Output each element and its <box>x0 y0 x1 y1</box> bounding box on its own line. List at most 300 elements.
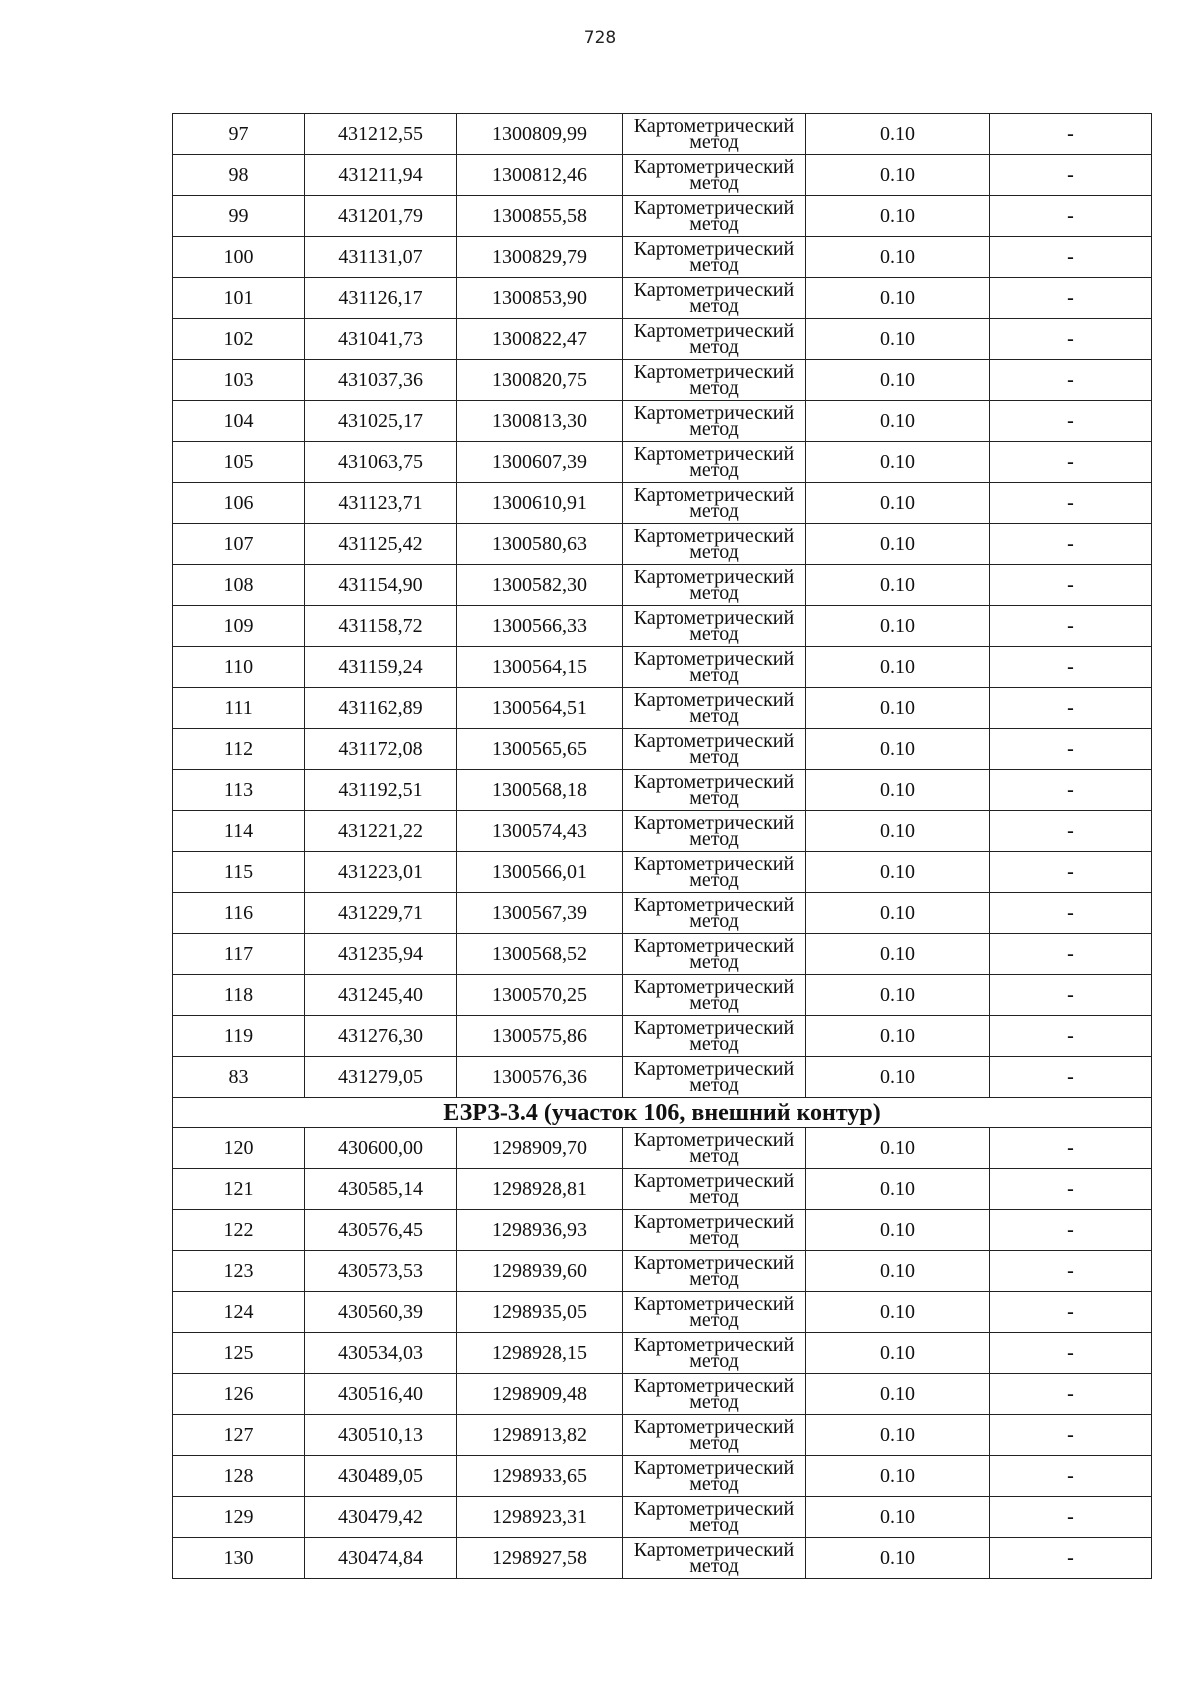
method-line-2: метод <box>689 1145 739 1167</box>
coord-y: 1300812,46 <box>457 155 623 196</box>
table-row <box>173 934 1152 975</box>
method-cell <box>623 196 806 237</box>
point-number: 106 <box>173 483 305 524</box>
method-cell <box>623 483 806 524</box>
coord-x: 431212,55 <box>305 114 457 155</box>
method-line-2: метод <box>689 459 739 481</box>
accuracy-cell: 0.10 <box>806 442 990 483</box>
table-row <box>173 770 1152 811</box>
coord-x: 430516,40 <box>305 1374 457 1415</box>
method-line-1: Картометрический <box>633 689 795 711</box>
method-line-1: Картометрический <box>633 402 795 424</box>
point-number: 100 <box>173 237 305 278</box>
method-cell <box>623 1374 806 1415</box>
method-line-1: Картометрический <box>633 361 795 383</box>
method-cell <box>623 1128 806 1169</box>
method-line-1: Картометрический <box>633 1457 795 1479</box>
coord-x: 431125,42 <box>305 524 457 565</box>
point-number: 112 <box>173 729 305 770</box>
method-cell <box>623 729 806 770</box>
dash-cell: - <box>990 483 1152 524</box>
accuracy-cell: 0.10 <box>806 1016 990 1057</box>
dash-cell: - <box>990 155 1152 196</box>
table-row <box>173 1415 1152 1456</box>
coord-x: 430585,14 <box>305 1169 457 1210</box>
section-title: ЕЗРЗ-3.4 (участок 106, внешний контур) <box>173 1098 1152 1128</box>
method-line-2: метод <box>689 1033 739 1055</box>
accuracy-cell: 0.10 <box>806 319 990 360</box>
dash-cell: - <box>990 524 1152 565</box>
method-line-1: Картометрический <box>633 1129 795 1151</box>
coord-y: 1300566,33 <box>457 606 623 647</box>
coord-y: 1300566,01 <box>457 852 623 893</box>
method-line-1: Картометрический <box>633 525 795 547</box>
accuracy-cell: 0.10 <box>806 934 990 975</box>
table-row <box>173 729 1152 770</box>
point-number: 99 <box>173 196 305 237</box>
method-cell <box>623 319 806 360</box>
coord-y: 1298913,82 <box>457 1415 623 1456</box>
dash-cell: - <box>990 1292 1152 1333</box>
page-number: 728 <box>583 28 617 48</box>
accuracy-cell: 0.10 <box>806 1057 990 1098</box>
dash-cell: - <box>990 934 1152 975</box>
coord-x: 431123,71 <box>305 483 457 524</box>
method-cell <box>623 975 806 1016</box>
coord-x: 431131,07 <box>305 237 457 278</box>
dash-cell: - <box>990 1497 1152 1538</box>
table-row <box>173 1333 1152 1374</box>
coord-x: 431025,17 <box>305 401 457 442</box>
point-number: 117 <box>173 934 305 975</box>
coord-y: 1300820,75 <box>457 360 623 401</box>
dash-cell: - <box>990 1374 1152 1415</box>
point-number: 126 <box>173 1374 305 1415</box>
method-line-2: метод <box>689 828 739 850</box>
method-cell <box>623 155 806 196</box>
method-line-2: метод <box>689 131 739 153</box>
accuracy-cell: 0.10 <box>806 1497 990 1538</box>
accuracy-cell: 0.10 <box>806 975 990 1016</box>
method-line-1: Картометрический <box>633 1498 795 1520</box>
accuracy-cell: 0.10 <box>806 278 990 319</box>
point-number: 102 <box>173 319 305 360</box>
method-line-1: Картометрический <box>633 1252 795 1274</box>
method-cell <box>623 1292 806 1333</box>
accuracy-cell: 0.10 <box>806 155 990 196</box>
method-line-2: метод <box>689 1350 739 1372</box>
coord-y: 1298939,60 <box>457 1251 623 1292</box>
coord-x: 431192,51 <box>305 770 457 811</box>
method-line-1: Картометрический <box>633 730 795 752</box>
table-row <box>173 975 1152 1016</box>
coord-x: 431172,08 <box>305 729 457 770</box>
coord-y: 1298927,58 <box>457 1538 623 1579</box>
method-line-1: Картометрический <box>633 320 795 342</box>
method-cell <box>623 442 806 483</box>
section-header-body <box>173 1098 1152 1128</box>
method-cell <box>623 1538 806 1579</box>
coord-y: 1300564,15 <box>457 647 623 688</box>
method-line-2: метод <box>689 500 739 522</box>
table-row <box>173 278 1152 319</box>
method-cell <box>623 360 806 401</box>
coord-x: 431041,73 <box>305 319 457 360</box>
dash-cell: - <box>990 319 1152 360</box>
method-line-2: метод <box>689 1186 739 1208</box>
coord-x: 431159,24 <box>305 647 457 688</box>
method-cell <box>623 237 806 278</box>
dash-cell: - <box>990 688 1152 729</box>
table-row <box>173 1016 1152 1057</box>
table-row <box>173 1210 1152 1251</box>
method-line-2: метод <box>689 213 739 235</box>
point-number: 110 <box>173 647 305 688</box>
coord-y: 1300575,86 <box>457 1016 623 1057</box>
accuracy-cell: 0.10 <box>806 114 990 155</box>
method-line-2: метод <box>689 1227 739 1249</box>
table-row <box>173 114 1152 155</box>
table-row <box>173 1292 1152 1333</box>
method-line-2: метод <box>689 1309 739 1331</box>
method-line-1: Картометрический <box>633 976 795 998</box>
point-number: 113 <box>173 770 305 811</box>
accuracy-cell: 0.10 <box>806 1333 990 1374</box>
point-number: 101 <box>173 278 305 319</box>
method-line-1: Картометрический <box>633 935 795 957</box>
table-row <box>173 155 1152 196</box>
coord-y: 1300607,39 <box>457 442 623 483</box>
method-line-2: метод <box>689 1074 739 1096</box>
table-row <box>173 237 1152 278</box>
coord-y: 1300853,90 <box>457 278 623 319</box>
point-number: 111 <box>173 688 305 729</box>
method-line-1: Картометрический <box>633 566 795 588</box>
method-line-2: метод <box>689 1268 739 1290</box>
method-line-2: метод <box>689 418 739 440</box>
method-line-2: метод <box>689 1432 739 1454</box>
coord-y: 1298936,93 <box>457 1210 623 1251</box>
method-cell <box>623 278 806 319</box>
dash-cell: - <box>990 1128 1152 1169</box>
point-number: 109 <box>173 606 305 647</box>
point-number: 103 <box>173 360 305 401</box>
accuracy-cell: 0.10 <box>806 1251 990 1292</box>
method-line-1: Картометрический <box>633 1334 795 1356</box>
point-number: 130 <box>173 1538 305 1579</box>
method-line-2: метод <box>689 295 739 317</box>
method-cell <box>623 1016 806 1057</box>
method-cell <box>623 1169 806 1210</box>
accuracy-cell: 0.10 <box>806 1210 990 1251</box>
coord-x: 430489,05 <box>305 1456 457 1497</box>
accuracy-cell: 0.10 <box>806 1128 990 1169</box>
coord-y: 1300576,36 <box>457 1057 623 1098</box>
method-line-1: Картометрический <box>633 812 795 834</box>
method-line-1: Картометрический <box>633 648 795 670</box>
point-number: 124 <box>173 1292 305 1333</box>
coord-y: 1298909,70 <box>457 1128 623 1169</box>
coord-x: 431235,94 <box>305 934 457 975</box>
point-number: 83 <box>173 1057 305 1098</box>
coord-x: 431223,01 <box>305 852 457 893</box>
point-number: 122 <box>173 1210 305 1251</box>
method-line-2: метод <box>689 951 739 973</box>
method-line-2: метод <box>689 254 739 276</box>
table-row <box>173 442 1152 483</box>
dash-cell: - <box>990 1057 1152 1098</box>
coord-x: 431126,17 <box>305 278 457 319</box>
accuracy-cell: 0.10 <box>806 811 990 852</box>
dash-cell: - <box>990 1210 1152 1251</box>
coord-y: 1300570,25 <box>457 975 623 1016</box>
dash-cell: - <box>990 565 1152 606</box>
dash-cell: - <box>990 1456 1152 1497</box>
coord-x: 430534,03 <box>305 1333 457 1374</box>
method-cell <box>623 1333 806 1374</box>
dash-cell: - <box>990 729 1152 770</box>
table-row <box>173 852 1152 893</box>
table-row <box>173 1374 1152 1415</box>
point-number: 118 <box>173 975 305 1016</box>
coord-x: 431201,79 <box>305 196 457 237</box>
coord-x: 431154,90 <box>305 565 457 606</box>
dash-cell: - <box>990 360 1152 401</box>
coordinates-table <box>172 113 1152 1579</box>
method-line-2: метод <box>689 336 739 358</box>
method-line-2: метод <box>689 746 739 768</box>
coord-x: 431158,72 <box>305 606 457 647</box>
method-line-1: Картометрический <box>633 484 795 506</box>
dash-cell: - <box>990 647 1152 688</box>
coord-y: 1300564,51 <box>457 688 623 729</box>
method-line-2: метод <box>689 1473 739 1495</box>
point-number: 116 <box>173 893 305 934</box>
method-line-1: Картометрический <box>633 1170 795 1192</box>
dash-cell: - <box>990 1415 1152 1456</box>
dash-cell: - <box>990 1333 1152 1374</box>
dash-cell: - <box>990 770 1152 811</box>
method-cell <box>623 811 806 852</box>
method-cell <box>623 852 806 893</box>
accuracy-cell: 0.10 <box>806 1169 990 1210</box>
accuracy-cell: 0.10 <box>806 893 990 934</box>
table-row <box>173 647 1152 688</box>
method-line-2: метод <box>689 623 739 645</box>
dash-cell: - <box>990 1016 1152 1057</box>
dash-cell: - <box>990 401 1152 442</box>
point-number: 125 <box>173 1333 305 1374</box>
coord-y: 1300855,58 <box>457 196 623 237</box>
dash-cell: - <box>990 114 1152 155</box>
table-row <box>173 1057 1152 1098</box>
coord-y: 1300582,30 <box>457 565 623 606</box>
method-line-1: Картометрический <box>633 443 795 465</box>
accuracy-cell: 0.10 <box>806 565 990 606</box>
table-row <box>173 483 1152 524</box>
method-line-1: Картометрический <box>633 1416 795 1438</box>
method-line-1: Картометрический <box>633 1539 795 1561</box>
coord-x: 430576,45 <box>305 1210 457 1251</box>
method-cell <box>623 524 806 565</box>
method-line-1: Картометрический <box>633 771 795 793</box>
method-line-1: Картометрический <box>633 115 795 137</box>
accuracy-cell: 0.10 <box>806 1292 990 1333</box>
accuracy-cell: 0.10 <box>806 196 990 237</box>
dash-cell: - <box>990 606 1152 647</box>
coord-y: 1300565,65 <box>457 729 623 770</box>
coord-x: 431063,75 <box>305 442 457 483</box>
method-cell <box>623 606 806 647</box>
accuracy-cell: 0.10 <box>806 524 990 565</box>
method-cell <box>623 401 806 442</box>
accuracy-cell: 0.10 <box>806 647 990 688</box>
method-line-2: метод <box>689 1555 739 1577</box>
point-number: 97 <box>173 114 305 155</box>
coord-y: 1300829,79 <box>457 237 623 278</box>
coord-y: 1300580,63 <box>457 524 623 565</box>
table-row <box>173 688 1152 729</box>
coord-x: 431221,22 <box>305 811 457 852</box>
coord-x: 430573,53 <box>305 1251 457 1292</box>
point-number: 105 <box>173 442 305 483</box>
method-line-1: Картометрический <box>633 607 795 629</box>
point-number: 119 <box>173 1016 305 1057</box>
method-cell <box>623 1415 806 1456</box>
method-line-2: метод <box>689 869 739 891</box>
method-line-2: метод <box>689 705 739 727</box>
dash-cell: - <box>990 811 1152 852</box>
method-cell <box>623 114 806 155</box>
coord-y: 1298923,31 <box>457 1497 623 1538</box>
table-body-before <box>173 114 1152 1098</box>
coord-y: 1300567,39 <box>457 893 623 934</box>
table-row <box>173 565 1152 606</box>
coord-x: 431162,89 <box>305 688 457 729</box>
accuracy-cell: 0.10 <box>806 1456 990 1497</box>
dash-cell: - <box>990 852 1152 893</box>
coord-x: 431276,30 <box>305 1016 457 1057</box>
coord-y: 1300822,47 <box>457 319 623 360</box>
method-line-2: метод <box>689 1391 739 1413</box>
method-cell <box>623 770 806 811</box>
point-number: 129 <box>173 1497 305 1538</box>
table-row <box>173 360 1152 401</box>
method-line-2: метод <box>689 1514 739 1536</box>
point-number: 114 <box>173 811 305 852</box>
coord-y: 1298933,65 <box>457 1456 623 1497</box>
coord-y: 1298909,48 <box>457 1374 623 1415</box>
accuracy-cell: 0.10 <box>806 729 990 770</box>
accuracy-cell: 0.10 <box>806 483 990 524</box>
dash-cell: - <box>990 196 1152 237</box>
table-row <box>173 811 1152 852</box>
method-cell <box>623 647 806 688</box>
method-cell <box>623 1057 806 1098</box>
point-number: 107 <box>173 524 305 565</box>
point-number: 98 <box>173 155 305 196</box>
coord-x: 430474,84 <box>305 1538 457 1579</box>
accuracy-cell: 0.10 <box>806 688 990 729</box>
table-body-after <box>173 1128 1152 1579</box>
dash-cell: - <box>990 237 1152 278</box>
accuracy-cell: 0.10 <box>806 1374 990 1415</box>
table-row <box>173 401 1152 442</box>
accuracy-cell: 0.10 <box>806 360 990 401</box>
table-row <box>173 1456 1152 1497</box>
coord-x: 431279,05 <box>305 1057 457 1098</box>
method-line-2: метод <box>689 377 739 399</box>
point-number: 123 <box>173 1251 305 1292</box>
method-line-2: метод <box>689 541 739 563</box>
table-row <box>173 1538 1152 1579</box>
point-number: 120 <box>173 1128 305 1169</box>
point-number: 115 <box>173 852 305 893</box>
method-line-1: Картометрический <box>633 1058 795 1080</box>
method-line-2: метод <box>689 172 739 194</box>
point-number: 104 <box>173 401 305 442</box>
method-line-1: Картометрический <box>633 1375 795 1397</box>
accuracy-cell: 0.10 <box>806 770 990 811</box>
table-row <box>173 319 1152 360</box>
method-cell <box>623 934 806 975</box>
dash-cell: - <box>990 1251 1152 1292</box>
method-cell <box>623 1497 806 1538</box>
point-number: 128 <box>173 1456 305 1497</box>
method-line-2: метод <box>689 992 739 1014</box>
method-line-1: Картометрический <box>633 853 795 875</box>
accuracy-cell: 0.10 <box>806 606 990 647</box>
method-line-1: Картометрический <box>633 197 795 219</box>
table-row <box>173 1169 1152 1210</box>
coord-y: 1300610,91 <box>457 483 623 524</box>
method-cell <box>623 688 806 729</box>
coord-x: 431211,94 <box>305 155 457 196</box>
method-line-2: метод <box>689 582 739 604</box>
dash-cell: - <box>990 1538 1152 1579</box>
coord-x: 430479,42 <box>305 1497 457 1538</box>
coord-x: 431037,36 <box>305 360 457 401</box>
method-line-1: Картометрический <box>633 894 795 916</box>
point-number: 108 <box>173 565 305 606</box>
coord-y: 1298928,15 <box>457 1333 623 1374</box>
point-number: 121 <box>173 1169 305 1210</box>
accuracy-cell: 0.10 <box>806 237 990 278</box>
method-line-1: Картометрический <box>633 1017 795 1039</box>
accuracy-cell: 0.10 <box>806 401 990 442</box>
coord-y: 1300813,30 <box>457 401 623 442</box>
method-line-2: метод <box>689 910 739 932</box>
dash-cell: - <box>990 975 1152 1016</box>
method-line-1: Картометрический <box>633 1293 795 1315</box>
coord-x: 431229,71 <box>305 893 457 934</box>
point-number: 127 <box>173 1415 305 1456</box>
coord-x: 430560,39 <box>305 1292 457 1333</box>
table-row <box>173 1497 1152 1538</box>
coord-x: 430510,13 <box>305 1415 457 1456</box>
dash-cell: - <box>990 442 1152 483</box>
accuracy-cell: 0.10 <box>806 1538 990 1579</box>
table-row <box>173 893 1152 934</box>
method-cell <box>623 1251 806 1292</box>
method-line-1: Картометрический <box>633 156 795 178</box>
table-row <box>173 1128 1152 1169</box>
coord-y: 1300568,18 <box>457 770 623 811</box>
table-row <box>173 196 1152 237</box>
accuracy-cell: 0.10 <box>806 852 990 893</box>
coord-y: 1300809,99 <box>457 114 623 155</box>
method-line-2: метод <box>689 787 739 809</box>
